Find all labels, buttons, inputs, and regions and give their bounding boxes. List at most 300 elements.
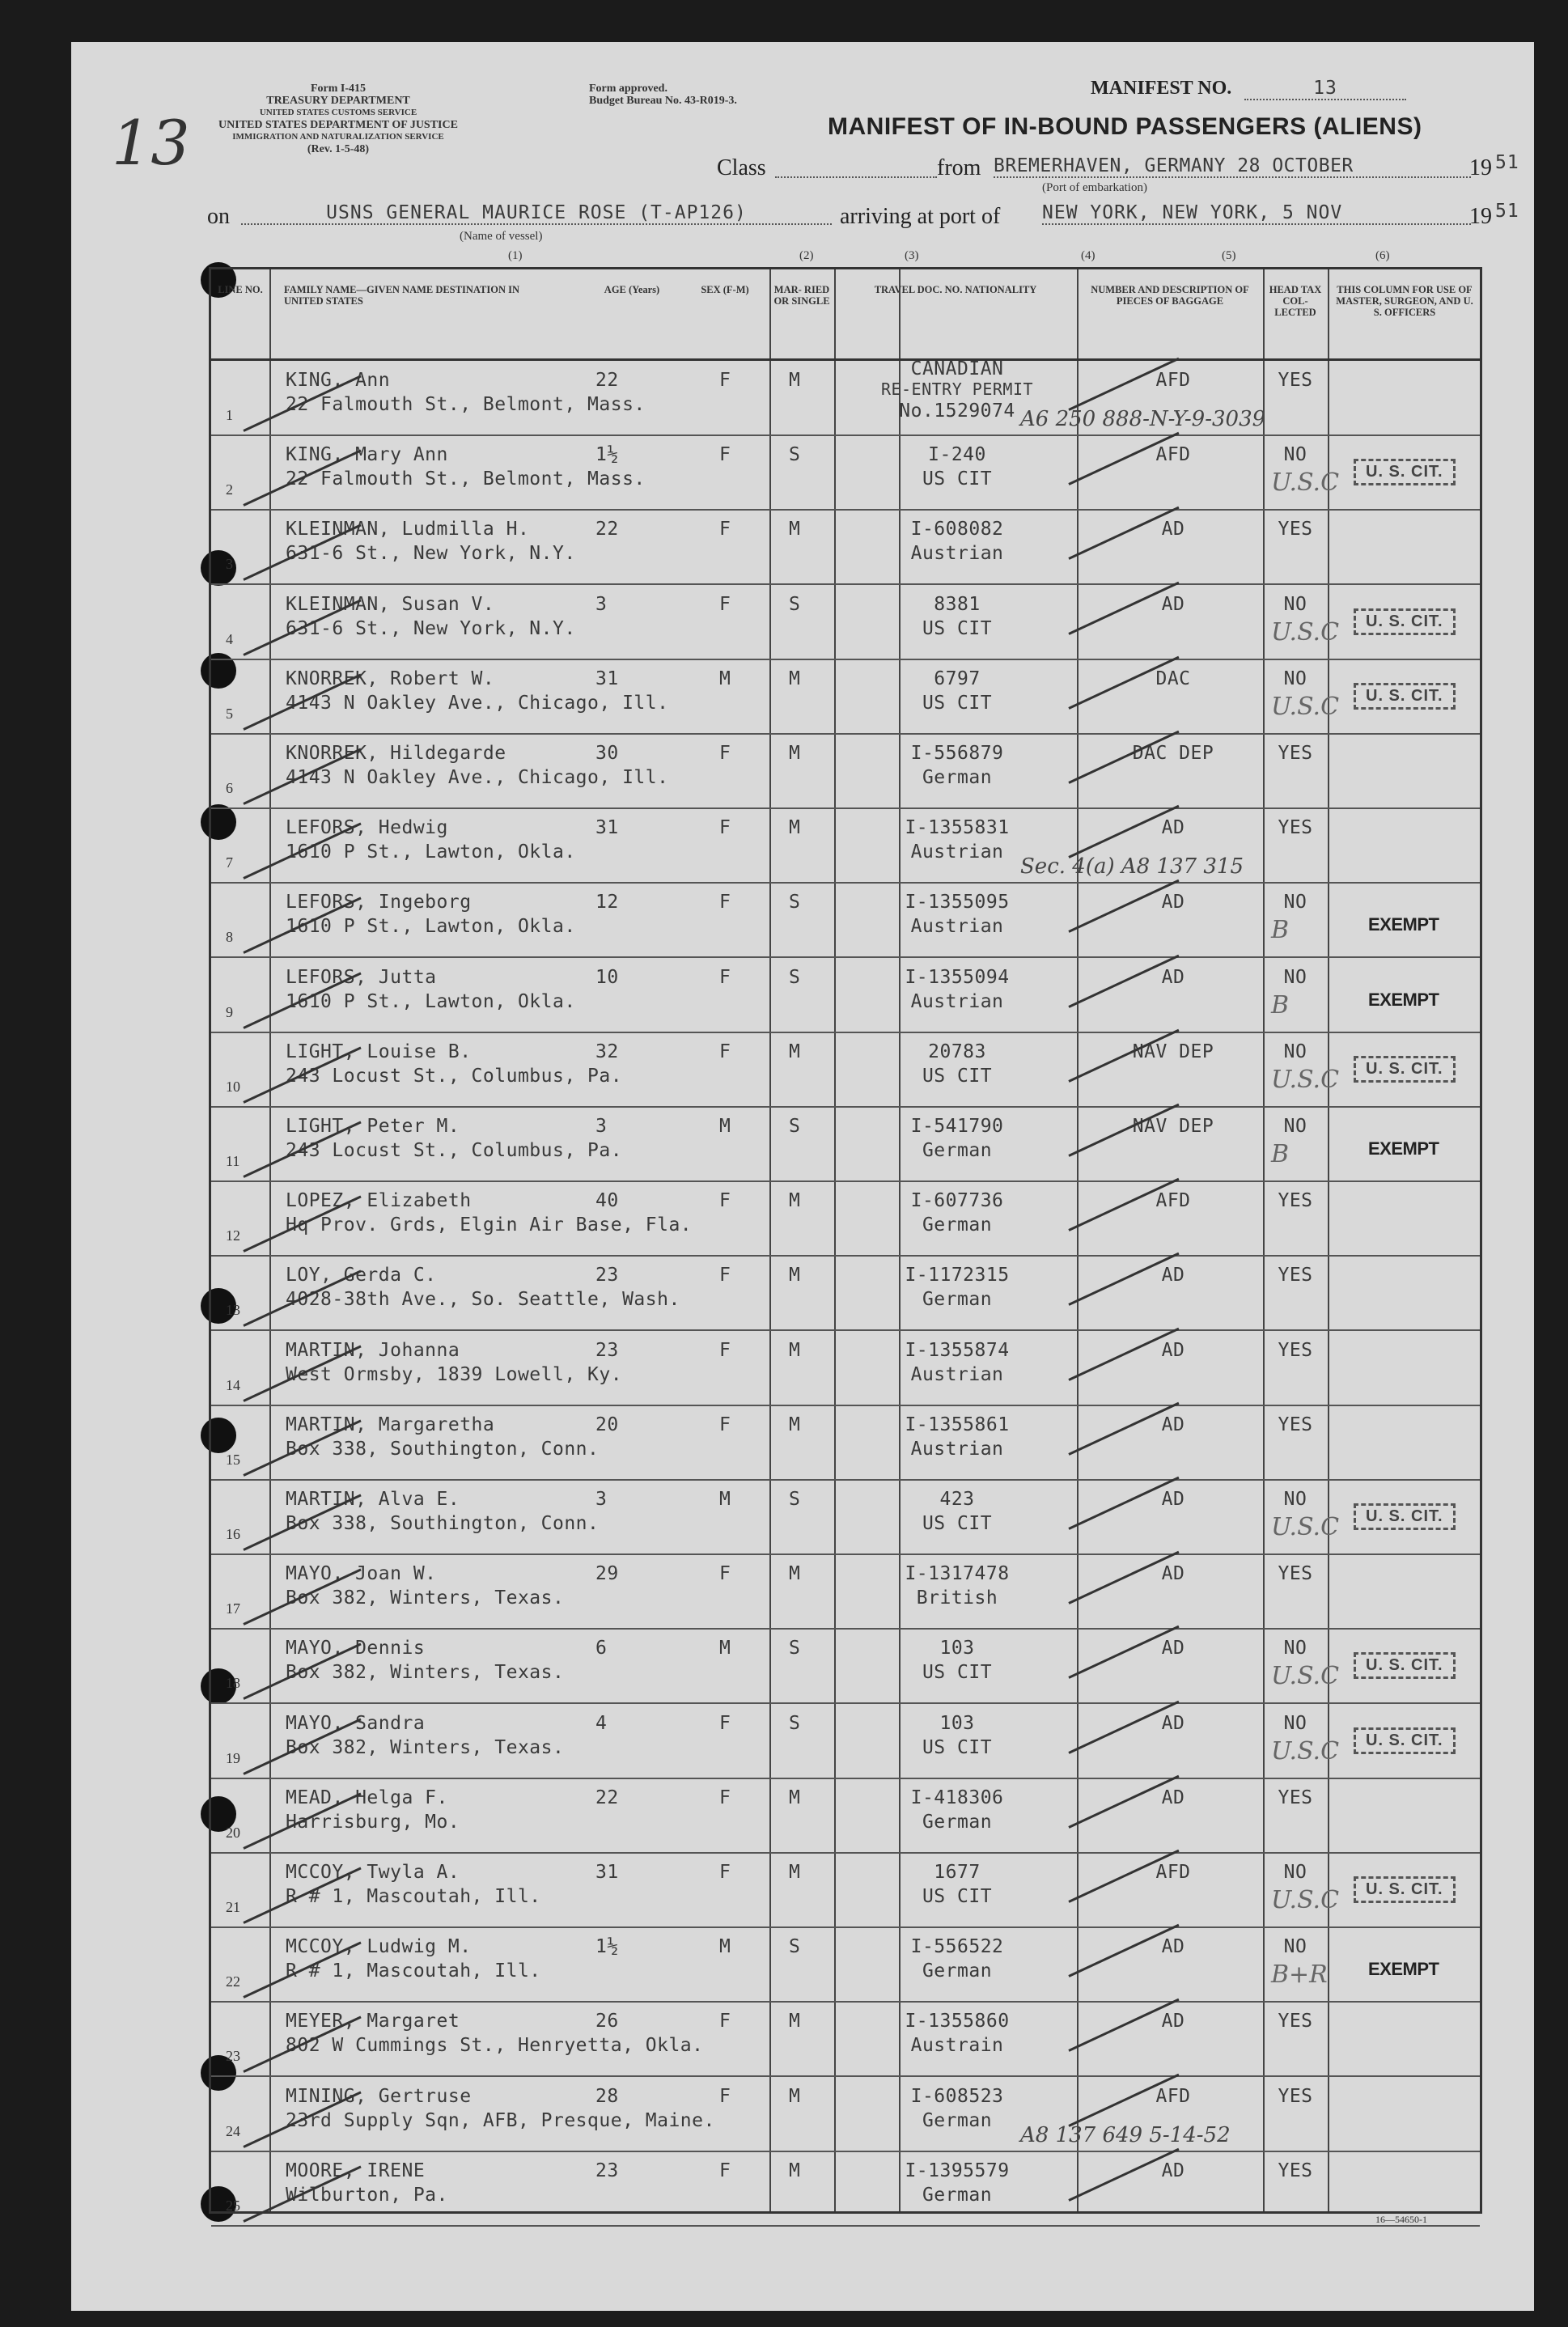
baggage: AFD [1155,370,1191,391]
line-number: 25 [226,2197,240,2214]
line-number: 2 [226,481,233,498]
baggage: AD [1161,1787,1185,1808]
passenger-name: MOORE, IRENE [286,2160,426,2181]
us-cit-stamp: U. S. CIT. [1354,1652,1456,1679]
passenger-name: LIGHT, Peter M. [286,1116,460,1137]
baggage: AD [1161,2011,1185,2032]
exempt-stamp: EXEMPT [1368,1138,1439,1159]
nationality: German [922,1960,993,1982]
line-number: 18 [226,1675,240,1692]
marital-status: S [789,593,801,615]
baggage: DAC [1155,668,1191,689]
head-tax: NO [1283,1862,1307,1883]
table-row [211,1330,1480,1406]
head-tax: NO [1283,966,1307,988]
head-tax: YES [1278,817,1313,839]
table-row [211,2151,1480,2227]
exempt-stamp: EXEMPT [1368,1959,1439,1980]
destination: 23rd Supply Sqn, AFB, Presque, Maine. [286,2109,715,2131]
line-number: 23 [226,2048,240,2065]
travel-doc: 6797 [934,668,981,689]
destination: 243 Locust St., Columbus, Pa. [286,1065,623,1087]
nationality: German [922,2184,993,2206]
travel-doc: I-1317478 [905,1563,1010,1585]
col-num-4: (4) [1081,249,1095,262]
col-header-baggage: NUMBER AND DESCRIPTION OF PIECES OF BAGGAGE [1091,284,1249,307]
passenger-name: LEFORS, Jutta [286,966,437,988]
baggage: AD [1161,1489,1185,1510]
passenger-name: LOY, Gerda C. [286,1265,437,1286]
form-approval [589,83,737,107]
head-tax: NO [1283,444,1307,466]
handwritten-note: U.S.C [1271,468,1340,498]
line-number: 10 [226,1078,240,1095]
travel-doc-extra: RE-ENTRY PERMIT [880,379,1034,399]
travel-doc: I-1172315 [905,1265,1010,1286]
baggage: AD [1161,1414,1185,1435]
class-label: Class [717,155,766,180]
travel-doc: I-556522 [910,1936,1004,1958]
dept-justice-sub: IMMIGRATION AND NATURALIZATION SERVICE [232,132,444,142]
handwritten-note: U.S.C [1271,1736,1340,1765]
age: 22 [595,1787,619,1808]
line-number: 8 [226,929,233,946]
age: 12 [595,892,619,913]
table-row [211,434,1480,511]
age: 22 [595,519,619,540]
marital-status: M [789,370,801,391]
age: 20 [595,1414,619,1435]
marital-status: M [789,519,801,540]
marital-status: M [789,1041,801,1062]
nationality: Austrian [910,916,1004,938]
table-row [211,1106,1480,1182]
handwritten-note: U.S.C [1271,1065,1340,1094]
handwritten-annotation: A8 137 649 5-14-52 [1020,2122,1231,2147]
marital-status: M [789,1563,801,1585]
handwritten-note: U.S.C [1271,1886,1340,1914]
sex: M [719,1638,731,1659]
head-tax: YES [1278,1787,1313,1808]
age: 23 [595,2160,619,2181]
table-row [211,882,1480,958]
age: 3 [595,1489,608,1510]
destination: Box 382, Winters, Texas. [286,1736,565,1758]
marital-status: M [789,2011,801,2032]
col-header-officers: THIS COLUMN FOR USE OF MASTER, SURGEON, AND U. S. OFFICERS [1336,284,1473,318]
age: 3 [595,1116,608,1137]
form-agency-block [201,83,476,155]
head-tax: NO [1283,593,1307,615]
line-number: 16 [226,1526,240,1542]
marital-status: S [789,1712,801,1734]
nationality: German [922,1811,993,1833]
passenger-name: KING, Ann [286,370,391,391]
sex: F [719,444,731,466]
sex: F [719,1190,731,1212]
marital-status: S [789,966,801,988]
destination: 1610 P St., Lawton, Okla. [286,990,576,1012]
baggage: AD [1161,1265,1185,1286]
col-num-1: (1) [508,249,523,262]
age: 28 [595,2085,619,2107]
destination: 4143 N Oakley Ave., Chicago, Ill. [286,692,669,714]
age: 30 [595,743,619,764]
sex: F [719,1712,731,1734]
class-field [775,176,937,178]
destination: 1610 P St., Lawton, Okla. [286,916,576,938]
table-row [211,1032,1480,1108]
col-header-travel: TRAVEL DOC. NO. NATIONALITY [874,284,1037,295]
head-tax: NO [1283,1489,1307,1510]
travel-doc: I-240 [928,444,986,466]
line-number: 20 [226,1824,240,1841]
head-tax: YES [1278,519,1313,540]
table-row [211,733,1480,809]
manifest-no-label: MANIFEST NO. [1091,78,1232,99]
line-number: 13 [226,1302,240,1319]
travel-doc: I-556879 [910,743,1004,764]
age: 40 [595,1190,619,1212]
nationality: No.1529074 [899,401,1015,422]
baggage: AD [1161,593,1185,615]
age: 26 [595,2011,619,2032]
sex: M [719,1489,731,1510]
form-approved: Form approved. [589,83,667,95]
travel-doc: I-1355861 [905,1414,1010,1435]
head-tax: NO [1283,668,1307,689]
dept-justice: UNITED STATES DEPARTMENT OF JUSTICE [218,119,458,131]
destination: 4028-38th Ave., So. Seattle, Wash. [286,1289,680,1311]
arrival-port: NEW YORK, NEW YORK, 5 NOV [1042,202,1471,225]
table-row [211,807,1480,884]
marital-status: S [789,1638,801,1659]
baggage: AFD [1155,1190,1191,1212]
passenger-name: MAYO, Joan W. [286,1563,437,1585]
age: 4 [595,1712,608,1734]
passenger-name: KLEINMAN, Ludmilla H. [286,519,530,540]
handwritten-note: U.S.C [1271,617,1340,646]
nationality: Austrain [910,2035,1004,2057]
destination: 243 Locust St., Columbus, Pa. [286,1140,623,1161]
handwritten-annotation: Sec. 4(a) A8 137 315 [1020,854,1244,880]
travel-doc: I-1355831 [905,817,1010,839]
table-row [211,2076,1480,2152]
travel-doc: I-607736 [910,1190,1004,1212]
line-number: 15 [226,1451,240,1468]
handwritten-note: U.S.C [1271,1662,1340,1691]
age: 3 [595,593,608,615]
sex: M [719,1116,731,1137]
col-num-3: (3) [905,249,919,262]
marital-status: S [789,892,801,913]
destination: 802 W Cummings St., Henryetta, Okla. [286,2035,704,2057]
table-row [211,509,1480,585]
handwritten-note: B [1271,916,1290,945]
table-row [211,1703,1480,1779]
travel-doc: I-608082 [910,519,1004,540]
marital-status: M [789,1190,801,1212]
table-row [211,1180,1480,1257]
vessel-caption: (Name of vessel) [460,230,543,243]
passenger-name: LEFORS, Ingeborg [286,892,472,913]
destination: 4143 N Oakley Ave., Chicago, Ill. [286,767,669,788]
marital-status: M [789,2085,801,2107]
passenger-table [209,267,1482,2214]
age: 6 [595,1638,608,1659]
sex: M [719,1936,731,1958]
us-cit-stamp: U. S. CIT. [1354,608,1456,635]
nationality: German [922,1289,993,1311]
dept-treasury-sub: UNITED STATES CUSTOMS SERVICE [259,108,417,117]
exempt-stamp: EXEMPT [1368,989,1439,1010]
port-of-embarkation: BREMERHAVEN, GERMANY 28 OCTOBER [994,155,1471,178]
head-tax: NO [1283,1116,1307,1137]
line-number: 1 [226,407,233,423]
budget-bureau: Budget Bureau No. 43-R019-3. [589,95,737,107]
sex: F [719,1339,731,1361]
nationality: Austrian [910,543,1004,565]
baggage: AFD [1155,1862,1191,1883]
marital-status: M [789,668,801,689]
sex: F [719,2011,731,2032]
destination: R # 1, Mascoutah, Ill. [286,1960,541,1982]
line-number: 5 [226,705,233,722]
on-label: on [207,204,230,229]
passenger-name: MAYO, Dennis [286,1638,426,1659]
table-row [211,1553,1480,1630]
handwritten-note: B+R [1271,1960,1328,1990]
col-header-name: FAMILY NAME—GIVEN NAME DESTINATION IN UNITED STATES [284,284,519,307]
destination: Harrisburg, Mo. [286,1811,460,1833]
destination: 631-6 St., New York, N.Y. [286,543,576,565]
margin-note: 13 [112,107,190,179]
page-title: MANIFEST OF IN-BOUND PASSENGERS (ALIENS) [828,113,1422,140]
baggage: AD [1161,966,1185,988]
nationality: US CIT [922,1662,993,1684]
arriving-label: arriving at port of [840,204,1001,229]
sex: F [719,892,731,913]
age: 22 [595,370,619,391]
passenger-name: LIGHT, Louise B. [286,1041,472,1062]
age: 23 [595,1265,619,1286]
nationality: US CIT [922,468,993,490]
head-tax: YES [1278,2085,1313,2107]
baggage: AD [1161,519,1185,540]
table-row [211,1852,1480,1928]
baggage: AD [1161,817,1185,839]
col-header-sex: SEX (F-M) [701,284,749,295]
destination: Hq Prov. Grds, Elgin Air Base, Fla. [286,1214,693,1236]
travel-doc: I-541790 [910,1116,1004,1137]
col-header-tax: HEAD TAX COL- LECTED [1269,284,1322,318]
nationality: German [922,1140,993,1161]
col-header-age: AGE (Years) [604,284,660,295]
passenger-name: MEYER, Margaret [286,2011,460,2032]
head-tax: YES [1278,1265,1313,1286]
travel-doc: I-418306 [910,1787,1004,1808]
table-row [211,1255,1480,1331]
head-tax: NO [1283,1712,1307,1734]
travel-doc: 103 [939,1638,975,1659]
passenger-name: KING, Mary Ann [286,444,448,466]
sex: F [719,743,731,764]
year-prefix-2: 19 [1469,204,1492,229]
line-number: 4 [226,630,233,647]
nationality: German [922,1214,993,1236]
age: 1½ [595,444,619,466]
handwritten-note: U.S.C [1271,692,1340,721]
sex: F [719,1265,731,1286]
travel-doc: I-1355874 [905,1339,1010,1361]
destination: West Ormsby, 1839 Lowell, Ky. [286,1363,623,1385]
passenger-name: KLEINMAN, Susan V. [286,593,495,615]
sex: F [719,593,731,615]
line-number: 24 [226,2122,240,2139]
destination: Wilburton, Pa. [286,2184,448,2206]
marital-status: M [789,1787,801,1808]
head-tax: NO [1283,892,1307,913]
passenger-name: LOPEZ, Elizabeth [286,1190,472,1212]
col-num-6: (6) [1375,249,1390,262]
table-row [211,659,1480,735]
handwritten-note: B [1271,990,1290,1019]
head-tax: YES [1278,1563,1313,1585]
baggage: AD [1161,1712,1185,1734]
travel-doc: 20783 [928,1041,986,1062]
year-prefix: 19 [1469,155,1492,180]
head-tax: YES [1278,370,1313,391]
destination: R # 1, Mascoutah, Ill. [286,1886,541,1907]
line-number: 9 [226,1003,233,1020]
travel-doc: I-1355860 [905,2011,1010,2032]
nationality: US CIT [922,1065,993,1087]
passenger-name: MARTIN, Margaretha [286,1414,495,1435]
travel-doc: CANADIAN [910,358,1004,379]
head-tax: YES [1278,2160,1313,2181]
sex: F [719,2160,731,2181]
travel-doc: I-1355094 [905,966,1010,988]
marital-status: S [789,1489,801,1510]
us-cit-stamp: U. S. CIT. [1354,1876,1456,1903]
travel-doc: I-1355095 [905,892,1010,913]
table-row [211,2001,1480,2077]
sex: F [719,1787,731,1808]
marital-status: M [789,1339,801,1361]
nationality: US CIT [922,1513,993,1534]
us-cit-stamp: U. S. CIT. [1354,1503,1456,1530]
baggage: AD [1161,1936,1185,1958]
destination: 22 Falmouth St., Belmont, Mass. [286,468,646,490]
head-tax: YES [1278,2011,1313,2032]
col-num-2: (2) [799,249,814,262]
baggage: DAC DEP [1132,743,1214,764]
age: 23 [595,1339,619,1361]
table-row [211,1628,1480,1704]
line-number: 7 [226,854,233,871]
marital-status: M [789,817,801,839]
exempt-stamp: EXEMPT [1368,914,1439,935]
travel-doc: 423 [939,1489,975,1510]
table-row [211,1479,1480,1555]
dept-treasury: TREASURY DEPARTMENT [266,95,410,107]
us-cit-stamp: U. S. CIT. [1354,1056,1456,1083]
marital-status: M [789,1414,801,1435]
head-tax: YES [1278,1339,1313,1361]
destination: 631-6 St., New York, N.Y. [286,617,576,639]
passenger-name: MEAD, Helga F. [286,1787,448,1808]
year-from: 51 [1495,152,1519,173]
us-cit-stamp: U. S. CIT. [1354,459,1456,485]
col-num-5: (5) [1222,249,1236,262]
baggage: AD [1161,1563,1185,1585]
table-row [211,1926,1480,2003]
nationality: Austrian [910,841,1004,863]
sex: F [719,966,731,988]
table-row [211,957,1480,1033]
age: 10 [595,966,619,988]
line-number: 21 [226,1899,240,1915]
nationality: US CIT [922,617,993,639]
baggage: NAV DEP [1132,1041,1214,1062]
marital-status: S [789,1116,801,1137]
vessel-name: USNS GENERAL MAURICE ROSE (T-AP126) [241,202,832,225]
line-number: 6 [226,780,233,796]
passenger-name: MARTIN, Johanna [286,1339,460,1361]
table-row [211,1405,1480,1481]
destination: Box 382, Winters, Texas. [286,1587,565,1609]
form-footer: 16—54650-1 [1375,2214,1427,2225]
baggage: AD [1161,892,1185,913]
manifest-no: 13 [1244,78,1406,100]
passenger-name: MARTIN, Alva E. [286,1489,460,1510]
destination: Box 382, Winters, Texas. [286,1662,565,1684]
baggage: NAV DEP [1132,1116,1214,1137]
form-revision: (Rev. 1-5-48) [307,143,370,155]
nationality: US CIT [922,1886,993,1907]
age: 29 [595,1563,619,1585]
destination: Box 338, Southington, Conn. [286,1438,600,1460]
baggage: AD [1161,1638,1185,1659]
passenger-name: MCCOY, Twyla A. [286,1862,460,1883]
table-row [211,584,1480,660]
head-tax: YES [1278,1414,1313,1435]
age: 31 [595,1862,619,1883]
baggage: AD [1161,1339,1185,1361]
line-number: 12 [226,1227,240,1244]
age: 1½ [595,1936,619,1958]
line-number: 22 [226,1973,240,1990]
nationality: German [922,2109,993,2131]
passenger-name: KNORREK, Hildegarde [286,743,506,764]
col-header-line: LINE NO. [218,284,263,295]
destination: Box 338, Southington, Conn. [286,1513,600,1534]
us-cit-stamp: U. S. CIT. [1354,1727,1456,1754]
marital-status: S [789,1936,801,1958]
travel-doc: I-1395579 [905,2160,1010,2181]
head-tax: NO [1283,1936,1307,1958]
sex: F [719,519,731,540]
line-number: 11 [226,1153,240,1169]
nationality: Austrian [910,1363,1004,1385]
marital-status: S [789,444,801,466]
marital-status: M [789,743,801,764]
nationality: British [916,1587,998,1609]
marital-status: M [789,1265,801,1286]
baggage: AFD [1155,444,1191,466]
sex: F [719,817,731,839]
passenger-name: MCCOY, Ludwig M. [286,1936,472,1958]
